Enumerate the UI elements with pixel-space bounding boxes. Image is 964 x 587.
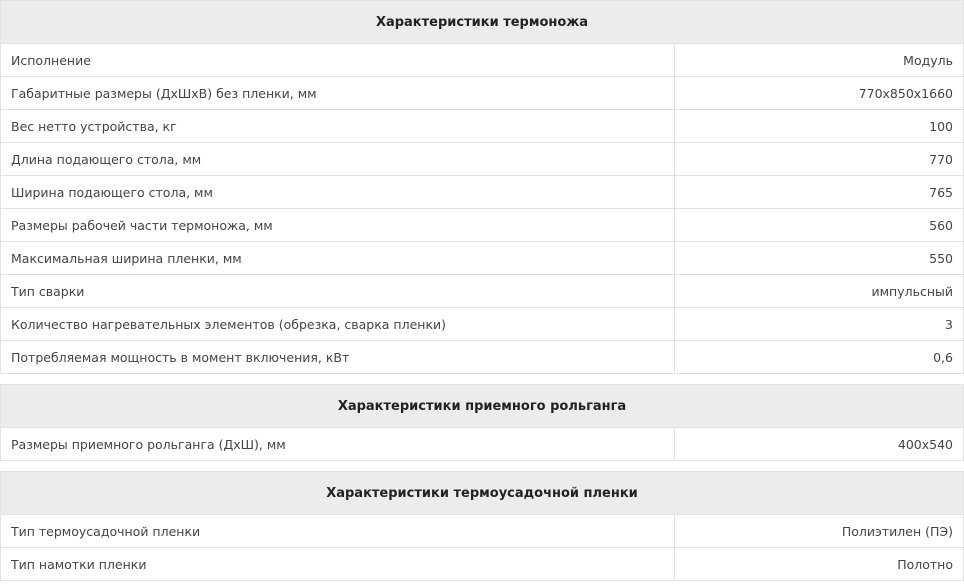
spec-label: Тип термоусадочной пленки xyxy=(1,515,675,548)
table-gap xyxy=(0,374,964,384)
table-row xyxy=(1,44,964,77)
table-row xyxy=(1,308,964,341)
spec-value: Полотно xyxy=(675,548,964,581)
table-row xyxy=(1,242,964,275)
spec-value: 770x850x1660 xyxy=(675,77,964,110)
spec-value: 560 xyxy=(675,209,964,242)
spec-value: 550 xyxy=(675,242,964,275)
spec-label: Тип сварки xyxy=(1,275,675,308)
spec-label: Ширина подающего стола, мм xyxy=(1,176,675,209)
table-title: Характеристики термоножа xyxy=(1,1,964,44)
spec-value: Модуль xyxy=(675,44,964,77)
spec-value: 0,6 xyxy=(675,341,964,374)
spec-label: Вес нетто устройства, кг xyxy=(1,110,675,143)
spec-value: Полиэтилен (ПЭ) xyxy=(675,515,964,548)
table-row xyxy=(1,341,964,374)
table-row xyxy=(1,110,964,143)
table-row xyxy=(1,176,964,209)
table-gap xyxy=(0,461,964,471)
table-row xyxy=(1,77,964,110)
spec-label: Размеры приемного рольганга (ДхШ), мм xyxy=(1,428,675,461)
spec-value: 100 xyxy=(675,110,964,143)
spec-value: импульсный xyxy=(675,275,964,308)
spec-label: Тип намотки пленки xyxy=(1,548,675,581)
spec-value: 765 xyxy=(675,176,964,209)
table-row xyxy=(1,428,964,461)
table-title: Характеристики приемного рольганга xyxy=(1,385,964,428)
table-header-row xyxy=(1,385,964,428)
spec-label: Потребляемая мощность в момент включения, кВт xyxy=(1,341,675,374)
spec-value: 3 xyxy=(675,308,964,341)
table-row xyxy=(1,209,964,242)
table-row xyxy=(1,275,964,308)
spec-value: 770 xyxy=(675,143,964,176)
table-row xyxy=(1,143,964,176)
spec-label: Габаритные размеры (ДхШхВ) без пленки, мм xyxy=(1,77,675,110)
table-row xyxy=(1,515,964,548)
spec-value: 400x540 xyxy=(675,428,964,461)
spec-label: Длина подающего стола, мм xyxy=(1,143,675,176)
table-row xyxy=(1,548,964,581)
table-header-row xyxy=(1,1,964,44)
spec-label: Количество нагревательных элементов (обрезка, сварка пленки) xyxy=(1,308,675,341)
table-title: Характеристики термоусадочной пленки xyxy=(1,472,964,515)
spec-label: Исполнение xyxy=(1,44,675,77)
spec-label: Максимальная ширина пленки, мм xyxy=(1,242,675,275)
spec-label: Размеры рабочей части термоножа, мм xyxy=(1,209,675,242)
table-header-row xyxy=(1,472,964,515)
spec-table xyxy=(0,471,964,581)
spec-table xyxy=(0,384,964,461)
